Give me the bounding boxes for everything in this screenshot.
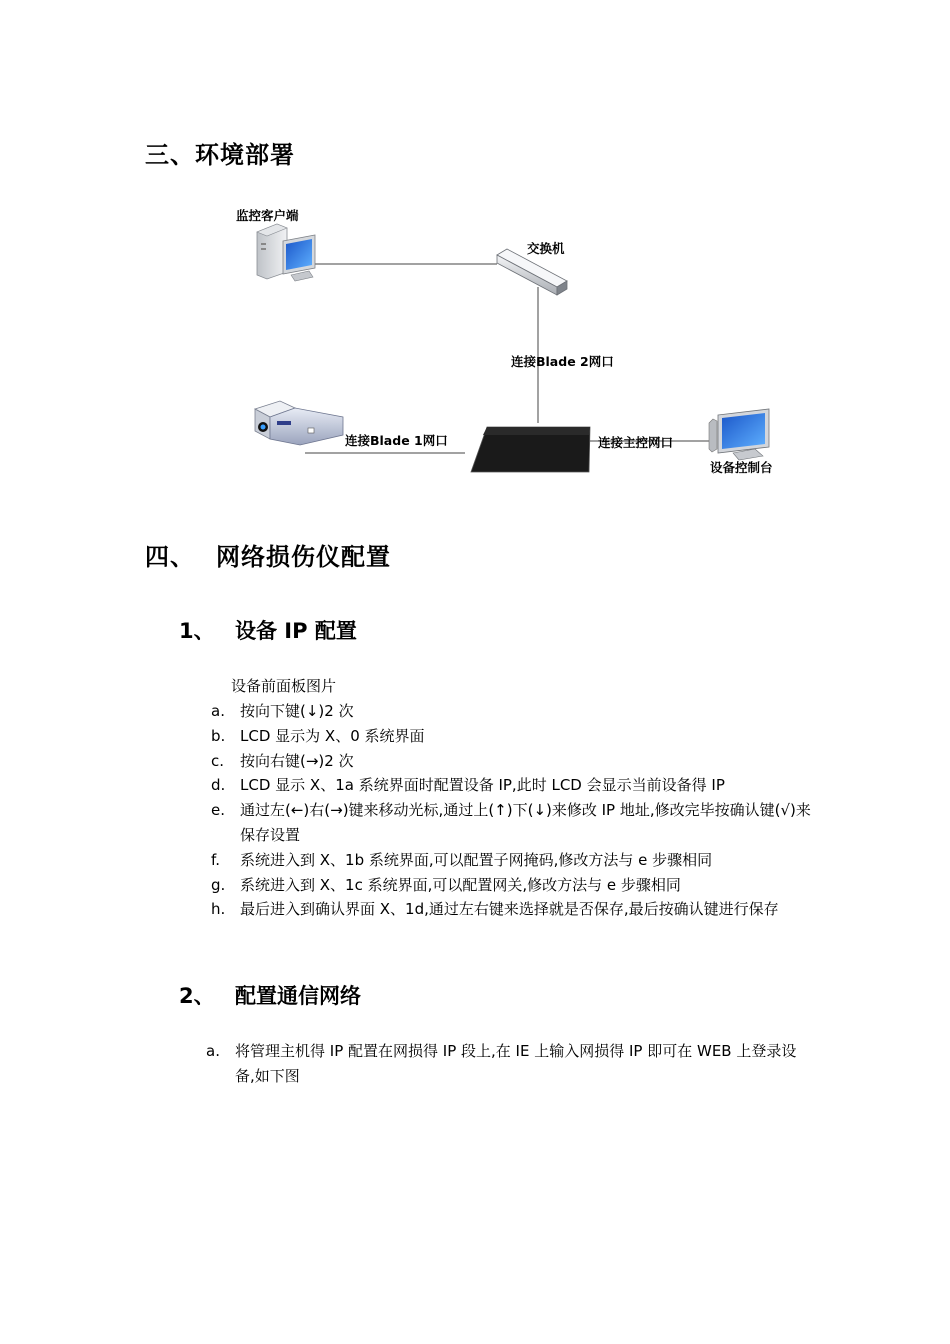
step-text: LCD 显示 X、1a 系统界面时配置设备 IP,此时 LCD 会显示当前设备得 IP xyxy=(240,776,725,795)
switch-label: 交换机 xyxy=(527,241,565,256)
list-item xyxy=(211,798,811,848)
camera-device-icon xyxy=(255,401,343,445)
list-item xyxy=(211,873,811,898)
list-item xyxy=(211,749,811,774)
section-3-title: 三、环境部署 xyxy=(145,141,295,169)
subsection-2-number: 2、 xyxy=(179,984,215,1008)
list-item xyxy=(211,699,811,724)
section-4-number: 四、 xyxy=(145,543,195,571)
subsection-2-title: 配置通信网络 xyxy=(235,984,361,1008)
step-marker: b. xyxy=(211,726,226,745)
client-label: 监控客户端 xyxy=(236,208,299,223)
step-text: 最后进入到确认界面 X、1d,通过左右键来选择就是否保存,最后按确认键进行保存 xyxy=(240,900,779,919)
step-text: 通过左(←)右(→)键来移动光标,通过上(↑)下(↓)来修改 IP 地址,修改完毕按确认键(√)来保存设置 xyxy=(240,801,811,844)
subsection-1-title: 设备 IP 配置 xyxy=(235,619,357,643)
console-label: 设备控制台 xyxy=(710,460,773,475)
step-marker: e. xyxy=(211,801,225,820)
diagram-graphics xyxy=(225,195,815,485)
step-text: 系统进入到 X、1b 系统界面,可以配置子网掩码,修改方法与 e 步骤相同 xyxy=(240,850,713,869)
step-text: 将管理主机得 IP 配置在网损得 IP 段上,在 IE 上输入网损得 IP 即可在 WEB 上登录设备,如下图 xyxy=(235,1042,797,1085)
link-blade2-label: 连接Blade 2网口 xyxy=(511,354,614,369)
link-blade1-label: 连接Blade 1网口 xyxy=(345,433,448,448)
step-marker: a. xyxy=(206,1042,220,1060)
step-marker: c. xyxy=(211,751,225,770)
network-diagram xyxy=(225,195,815,485)
step-marker: h. xyxy=(211,900,226,919)
list-item xyxy=(211,724,811,749)
list-item xyxy=(211,897,811,922)
step-text: 按向下键(↓)2 次 xyxy=(240,702,354,720)
section-4-title: 网络损伤仪配置 xyxy=(216,543,391,571)
step-text: LCD 显示为 X、0 系统界面 xyxy=(240,726,425,745)
step-text: 按向右键(→)2 次 xyxy=(240,751,354,770)
step-marker: f. xyxy=(211,850,220,869)
step-marker: a. xyxy=(211,702,225,720)
step-marker: d. xyxy=(211,776,226,795)
network-config-steps xyxy=(206,1039,816,1089)
list-item xyxy=(211,773,811,798)
client-computer-icon xyxy=(257,224,315,281)
front-panel-intro: 设备前面板图片 xyxy=(231,677,337,695)
list-item xyxy=(211,848,811,873)
list-item xyxy=(206,1039,816,1089)
link-main-label: 连接主控网口 xyxy=(598,435,674,450)
ip-config-steps xyxy=(211,699,811,922)
blade-device-icon xyxy=(471,427,590,472)
step-text: 系统进入到 X、1c 系统界面,可以配置网关,修改方法与 e 步骤相同 xyxy=(240,875,681,894)
console-computer-icon xyxy=(709,409,769,460)
step-marker: g. xyxy=(211,875,226,894)
subsection-1-number: 1、 xyxy=(179,619,215,643)
